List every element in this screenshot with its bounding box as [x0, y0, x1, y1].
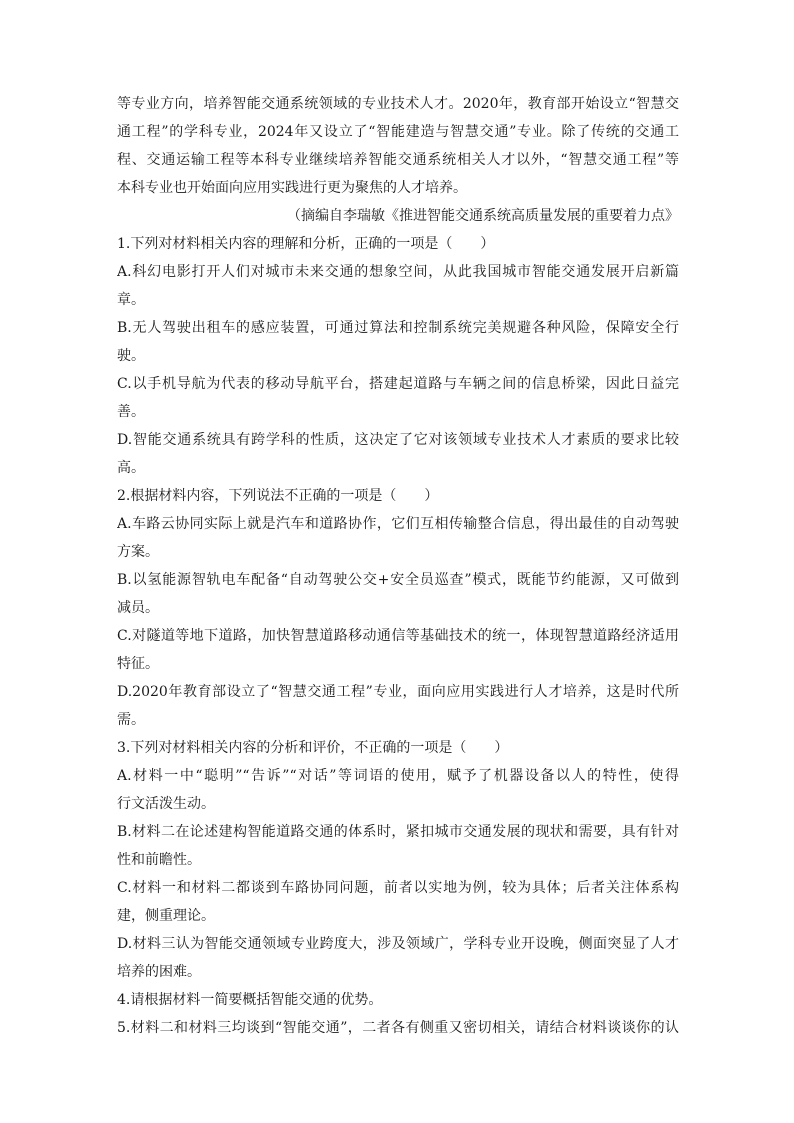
q2-option-d: D.2020年教育部设立了“智慧交通工程”专业，面向应用实践进行人才培养，这是时代所: [117, 684, 679, 700]
q3-option-c: C.材料一和材料二都谈到车路协同问题，前者以实地为例，较为具体；后者关注体系构: [117, 880, 679, 896]
q2-option-c: C.对隧道等地下道路，加快智慧道路移动通信等基础技术的统一，体现智慧道路经济适用: [117, 628, 679, 644]
q1-option-b-cont: 驶。: [117, 348, 145, 364]
question-5: 5.材料二和材料三均谈到“智能交通”，二者各有侧重又密切相关，请结合材料谈谈你的认: [117, 1020, 679, 1036]
q1-option-b: B.无人驾驶出租车的感应装置，可通过算法和控制系统完美规避各种风险，保障安全行: [117, 320, 679, 336]
q3-option-c-cont: 建，侧重理论。: [117, 908, 215, 924]
passage-line: 等专业方向，培养智能交通系统领域的专业技术人才。2020年，教育部开始设立“智慧交: [117, 96, 679, 112]
q2-option-a-cont: 方案。: [117, 544, 159, 560]
q3-option-d-cont: 培养的困难。: [117, 964, 201, 980]
q2-option-d-cont: 需。: [117, 712, 145, 728]
q2-option-b: B.以氢能源智轨电车配备“自动驾驶公交+安全员巡查”模式，既能节约能源，又可做到: [117, 572, 679, 588]
exam-page: [117, 90, 679, 1042]
q1-option-a: A.科幻电影打开人们对城市未来交通的想象空间，从此我国城市智能交通发展开启新篇: [117, 264, 679, 280]
question-1-stem: 1.下列对材料相关内容的理解和分析，正确的一项是（ ）: [117, 236, 495, 252]
q1-option-d: D.智能交通系统具有跨学科的性质，这决定了它对该领域专业技术人才素质的要求比较: [117, 432, 679, 448]
q3-option-a-cont: 行文活泼生动。: [117, 796, 215, 812]
q1-option-c-cont: 善。: [117, 404, 145, 420]
question-2-stem: 2.根据材料内容，下列说法不正确的一项是（ ）: [117, 488, 439, 504]
q1-option-c: C.以手机导航为代表的移动导航平台，搭建起道路与车辆之间的信息桥梁，因此日益完: [117, 376, 679, 392]
passage-line: 本科专业也开始面向应用实践进行更为聚焦的人才培养。: [117, 180, 467, 196]
q2-option-b-cont: 减员。: [117, 600, 159, 616]
question-3-stem: 3.下列对材料相关内容的分析和评价，不正确的一项是（ ）: [117, 740, 509, 756]
q2-option-a: A.车路云协同实际上就是汽车和道路协作，它们互相传输整合信息，得出最佳的自动驾驶: [117, 516, 679, 532]
source-citation: （摘编自李瑞敏《推进智能交通系统高质量发展的重要着力点》: [287, 208, 679, 224]
q3-option-a: A.材料一中“聪明”“告诉”“对话”等词语的使用，赋予了机器设备以人的特性，使得: [117, 768, 679, 784]
q1-option-d-cont: 高。: [117, 460, 145, 476]
q3-option-b-cont: 性和前瞻性。: [117, 852, 201, 868]
passage-line: 通工程”的学科专业，2024年又设立了“智能建造与智慧交通”专业。除了传统的交通工: [117, 124, 679, 140]
passage-line: 程、交通运输工程等本科专业继续培养智能交通系统相关人才以外，“智慧交通工程”等: [117, 152, 679, 168]
q3-option-b: B.材料二在论述建构智能道路交通的体系时，紧扣城市交通发展的现状和需要，具有针对: [117, 824, 679, 840]
q2-option-c-cont: 特征。: [117, 656, 159, 672]
question-4: 4.请根据材料一简要概括智能交通的优势。: [117, 992, 383, 1008]
q3-option-d: D.材料三认为智能交通领域专业跨度大，涉及领域广，学科专业开设晚，侧面突显了人才: [117, 936, 679, 952]
q1-option-a-cont: 章。: [117, 292, 145, 308]
